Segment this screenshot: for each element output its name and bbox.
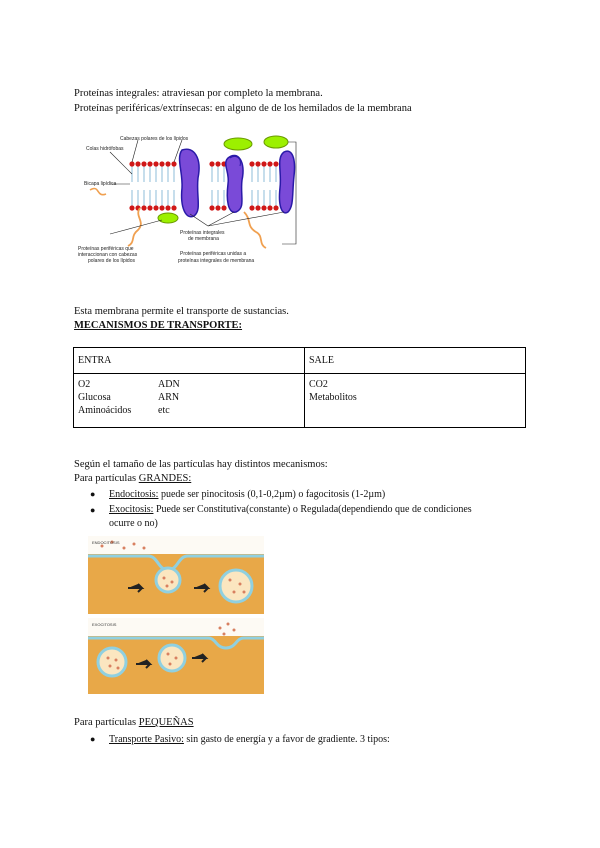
label-cabezas: Cabezas polares de los lípidos <box>120 136 189 142</box>
label-integ-1: Proteínas integrales <box>180 230 225 236</box>
exocitosis-item: Exocitosis: Puede ser Constitutiva(constante) o Regulada(dependiendo que de condiciones <box>109 504 472 515</box>
endocitosis-item: Endocitosis: puede ser pinocitosis (0,1-0,2µm) o fagocitosis (1-2µm) <box>109 489 386 500</box>
transport-intro: Esta membrana permite el transporte de sustancias. <box>74 306 289 317</box>
peripheral-proteins-text: Proteínas periféricas/extrínsecas: en alguno de de los hemilados de la membrana <box>74 103 412 114</box>
endocytosis-diagram <box>88 536 264 614</box>
exocitosis-item-cont: ocurre o no) <box>109 518 158 529</box>
cell-sale: CO2 Metabolitos <box>305 374 526 428</box>
label-unidas-2: proteínas integrales de membrana <box>178 258 255 264</box>
bullet-icon: ● <box>90 489 96 499</box>
label-bicapa: Bicapa lipídica <box>84 181 117 187</box>
label-unidas-1: Proteínas periféricas unidas a <box>180 251 247 257</box>
grandes-line: Para partículas GRANDES: <box>74 473 192 484</box>
header-entra: ENTRA <box>74 348 305 374</box>
transporte-pasivo-item: Transporte Pasivo: sin gasto de energía y a favor de gradiente. 3 tipos: <box>109 734 390 745</box>
label-perif-1: Proteínas periféricas que <box>78 246 134 252</box>
mechanisms-intro: Según el tamaño de las partículas hay distintos mecanismos: <box>74 459 328 470</box>
exocytosis-diagram <box>88 618 264 694</box>
bullet-icon: ● <box>90 505 96 515</box>
cell-entra: O2 ADN Glucosa ARN Aminoácidos etc <box>74 374 305 428</box>
endocytosis-label: ENDOCITOSIS <box>92 540 120 545</box>
bullet-icon: ● <box>90 734 96 744</box>
exocytosis-label: EXOCITOSIS <box>92 622 117 627</box>
label-perif-3: polares de los lípidos <box>88 258 135 264</box>
header-sale: SALE <box>305 348 526 374</box>
transport-table <box>73 347 526 428</box>
label-colas: Colas hidrófobas <box>86 146 124 152</box>
integral-proteins-text: Proteínas integrales: atraviesan por completo la membrana. <box>74 88 323 99</box>
label-perif-2: interaccionan con cabezas <box>78 252 138 258</box>
pequenas-line: Para partículas PEQUEÑAS <box>74 717 194 728</box>
transport-heading: MECANISMOS DE TRANSPORTE: <box>74 320 243 331</box>
label-integ-2: de membrana <box>188 236 219 242</box>
membrane-diagram <box>70 128 300 270</box>
